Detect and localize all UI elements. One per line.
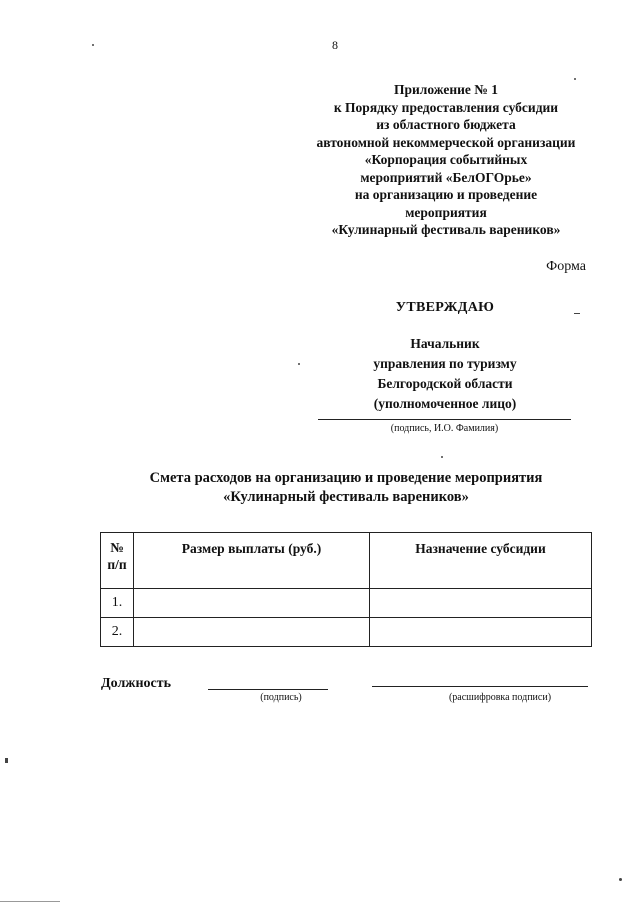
- estimate-title: [100, 469, 592, 507]
- approval-line: управления по туризму: [373, 356, 517, 371]
- table-row: [101, 589, 592, 618]
- header-payment: Размер выплаты (руб.): [134, 533, 370, 589]
- header-number-abbr: п/п: [107, 557, 127, 572]
- budget-table: [100, 532, 592, 647]
- header-number: [101, 533, 134, 589]
- header-number-symbol: №: [110, 540, 124, 555]
- page-number: 8: [332, 38, 338, 52]
- appendix-line: «Кулинарный фестиваль вареников»: [331, 222, 561, 237]
- signature-caption: (подпись): [260, 692, 302, 703]
- form-label: Форма: [546, 259, 586, 274]
- appendix-line: мероприятий «БелОГОрье»: [360, 169, 532, 185]
- appendix-line: мероприятия: [405, 204, 487, 220]
- row-number: 1.: [101, 589, 134, 618]
- appendix-line: Приложение № 1: [394, 82, 498, 97]
- scan-speck: [5, 758, 8, 763]
- purpose-cell[interactable]: [370, 589, 592, 618]
- scan-speck: [92, 44, 94, 46]
- appendix-line: на организацию и проведение: [354, 187, 538, 202]
- approval-block: [320, 334, 570, 414]
- appendix-line: «Корпорация событийных: [364, 152, 528, 167]
- scan-speck: [619, 878, 622, 881]
- appendix-header: [298, 81, 594, 239]
- approval-line: Белгородской области: [377, 376, 513, 391]
- scan-speck: [574, 313, 580, 314]
- approval-heading: УТВЕРЖДАЮ: [395, 300, 495, 315]
- scan-edge: [0, 901, 60, 902]
- scan-speck: [441, 456, 443, 458]
- signature-decode-caption: (расшифровка подписи): [448, 692, 552, 703]
- appendix-line: автономной некоммерческой организации: [316, 134, 576, 150]
- table-row: [101, 618, 592, 647]
- signature-decode-line: [372, 686, 588, 687]
- estimate-title-line: Смета расходов на организацию и проведение мероприятия: [149, 470, 543, 486]
- payment-cell[interactable]: [134, 618, 370, 647]
- appendix-line: из областного бюджета: [376, 117, 516, 132]
- purpose-cell[interactable]: [370, 618, 592, 647]
- header-purpose: Назначение субсидии: [370, 533, 592, 589]
- scan-speck: [574, 78, 576, 80]
- estimate-title-line: «Кулинарный фестиваль вареников»: [223, 489, 469, 505]
- row-number: 2.: [101, 618, 134, 647]
- table-header-row: [101, 533, 592, 589]
- scan-speck: [298, 363, 300, 365]
- appendix-line: к Порядку предоставления субсидии: [333, 99, 559, 115]
- approval-line: (уполномоченное лицо): [373, 396, 517, 411]
- signature-line: [208, 689, 328, 690]
- payment-cell[interactable]: [134, 589, 370, 618]
- position-label: Должность: [101, 676, 172, 691]
- approval-line: Начальник: [410, 336, 480, 351]
- approval-signature-caption: (подпись, И.О. Фамилия): [390, 423, 499, 434]
- approval-signature-line: [318, 419, 571, 420]
